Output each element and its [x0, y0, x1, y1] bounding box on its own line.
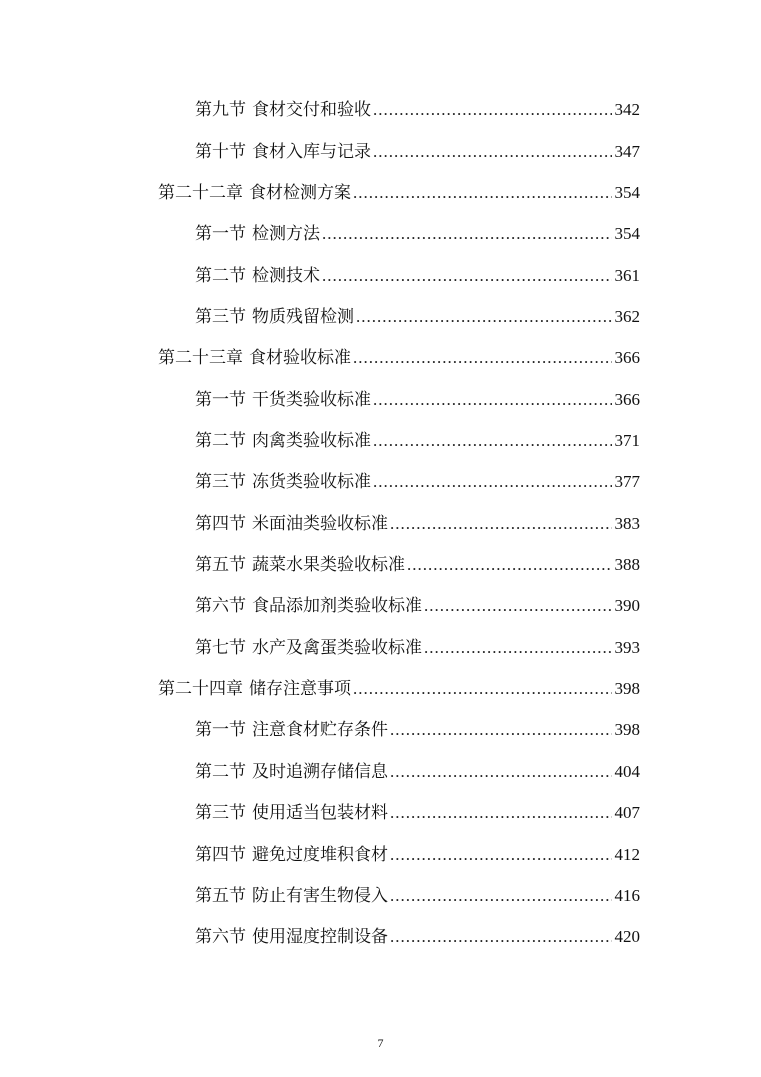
toc-entry-title: 储存注意事项	[249, 679, 351, 699]
toc-entry-title: 使用湿度控制设备	[252, 927, 388, 947]
toc-entry[interactable]	[195, 885, 640, 907]
toc-entry-label: 第四节	[195, 845, 246, 865]
toc-entry-title: 食材验收标准	[249, 348, 351, 368]
toc-entry[interactable]	[195, 802, 640, 824]
dot-leader	[356, 306, 612, 328]
toc-entry-label: 第三节	[195, 803, 246, 823]
dot-leader	[390, 761, 612, 783]
toc-entry-page: 366	[614, 348, 640, 367]
toc-entry-page: 398	[614, 720, 640, 739]
toc-chapter-entry[interactable]	[158, 182, 640, 204]
dot-leader	[390, 513, 612, 535]
toc-entry-page: 377	[614, 472, 640, 491]
toc-entry[interactable]	[195, 389, 640, 411]
toc-entry[interactable]	[195, 761, 640, 783]
toc-entry-page: 412	[614, 845, 640, 864]
toc-entry[interactable]	[195, 719, 640, 741]
dot-leader	[353, 182, 612, 204]
toc-entry-label: 第五节	[195, 555, 246, 575]
dot-leader	[353, 347, 612, 369]
toc-entry-page: 416	[614, 886, 640, 905]
toc-entry-label: 第四节	[195, 514, 246, 534]
toc-entry[interactable]	[195, 99, 640, 121]
toc-entry-label: 第六节	[195, 596, 246, 616]
toc-entry-page: 420	[614, 927, 640, 946]
toc-entry-label: 第七节	[195, 638, 246, 658]
toc-entry-label: 第二节	[195, 762, 246, 782]
toc-entry[interactable]	[195, 926, 640, 948]
dot-leader	[424, 637, 612, 659]
toc-entry[interactable]	[195, 141, 640, 163]
toc-entry-title: 食材检测方案	[249, 183, 351, 203]
toc-entry-title: 物质残留检测	[252, 307, 354, 327]
toc-entry[interactable]	[195, 223, 640, 245]
dot-leader	[373, 389, 612, 411]
toc-entry-page: 388	[614, 555, 640, 574]
toc-entry-page: 361	[614, 266, 640, 285]
toc-entry-label: 第一节	[195, 390, 246, 410]
dot-leader	[322, 223, 612, 245]
toc-entry[interactable]	[195, 554, 640, 576]
toc-entry-title: 干货类验收标准	[252, 390, 371, 410]
toc-entry-page: 371	[614, 431, 640, 450]
toc-entry-title: 防止有害生物侵入	[252, 886, 388, 906]
toc-entry-title: 及时追溯存储信息	[252, 762, 388, 782]
dot-leader	[373, 430, 612, 452]
toc-entry-page: 362	[614, 307, 640, 326]
toc-entry-page: 407	[614, 803, 640, 822]
toc-entry[interactable]	[195, 430, 640, 452]
toc-entry-label: 第一节	[195, 224, 246, 244]
toc-entry-label: 第十节	[195, 142, 246, 162]
toc-entry-title: 使用适当包装材料	[252, 803, 388, 823]
dot-leader	[390, 926, 612, 948]
toc-entry-title: 避免过度堆积食材	[252, 845, 388, 865]
toc-chapter-entry[interactable]	[158, 347, 640, 369]
dot-leader	[353, 678, 612, 700]
dot-leader	[424, 595, 612, 617]
page-number: 7	[377, 1036, 384, 1050]
toc-entry-title: 注意食材贮存条件	[252, 720, 388, 740]
toc-entry-title: 肉禽类验收标准	[252, 431, 371, 451]
toc-entry[interactable]	[195, 265, 640, 287]
toc-entry-label: 第六节	[195, 927, 246, 947]
toc-entry[interactable]	[195, 306, 640, 328]
toc-entry-label: 第二十二章	[158, 183, 243, 203]
toc-entry-label: 第二十四章	[158, 679, 243, 699]
toc-entry-title: 冻货类验收标准	[252, 472, 371, 492]
dot-leader	[390, 885, 612, 907]
toc-entry[interactable]	[195, 595, 640, 617]
toc-entry-label: 第九节	[195, 100, 246, 120]
toc-entry-title: 检测方法	[252, 224, 320, 244]
toc-entry-page: 393	[614, 638, 640, 657]
toc-entry[interactable]	[195, 471, 640, 493]
toc-entry-page: 347	[614, 142, 640, 161]
toc-entry-label: 第一节	[195, 720, 246, 740]
toc-entry-title: 食品添加剂类验收标准	[252, 596, 422, 616]
toc-entry[interactable]	[195, 513, 640, 535]
toc-entry-page: 354	[614, 224, 640, 243]
dot-leader	[407, 554, 612, 576]
toc-entry-label: 第二节	[195, 431, 246, 451]
toc-chapter-entry[interactable]	[158, 678, 640, 700]
dot-leader	[373, 99, 612, 121]
toc-entry[interactable]	[195, 844, 640, 866]
toc-entry-title: 水产及禽蛋类验收标准	[252, 638, 422, 658]
toc-entry-page: 354	[614, 183, 640, 202]
toc-entry-page: 398	[614, 679, 640, 698]
toc-entry-label: 第五节	[195, 886, 246, 906]
dot-leader	[373, 141, 612, 163]
dot-leader	[373, 471, 612, 493]
toc-entry-page: 366	[614, 390, 640, 409]
toc-entry-label: 第三节	[195, 472, 246, 492]
toc-entry-page: 404	[614, 762, 640, 781]
dot-leader	[390, 802, 612, 824]
toc-entry-page: 383	[614, 514, 640, 533]
toc-entry-label: 第三节	[195, 307, 246, 327]
toc-entry-page: 342	[614, 100, 640, 119]
toc-entry-title: 蔬菜水果类验收标准	[252, 555, 405, 575]
dot-leader	[390, 844, 612, 866]
dot-leader	[322, 265, 612, 287]
toc-entry-title: 米面油类验收标准	[252, 514, 388, 534]
toc-entry-title: 检测技术	[252, 266, 320, 286]
toc-entry[interactable]	[195, 637, 640, 659]
toc-entry-label: 第二节	[195, 266, 246, 286]
toc-entry-label: 第二十三章	[158, 348, 243, 368]
toc-entry-title: 食材交付和验收	[252, 100, 371, 120]
dot-leader	[390, 719, 612, 741]
toc-entry-page: 390	[614, 596, 640, 615]
toc-entry-title: 食材入库与记录	[252, 142, 371, 162]
